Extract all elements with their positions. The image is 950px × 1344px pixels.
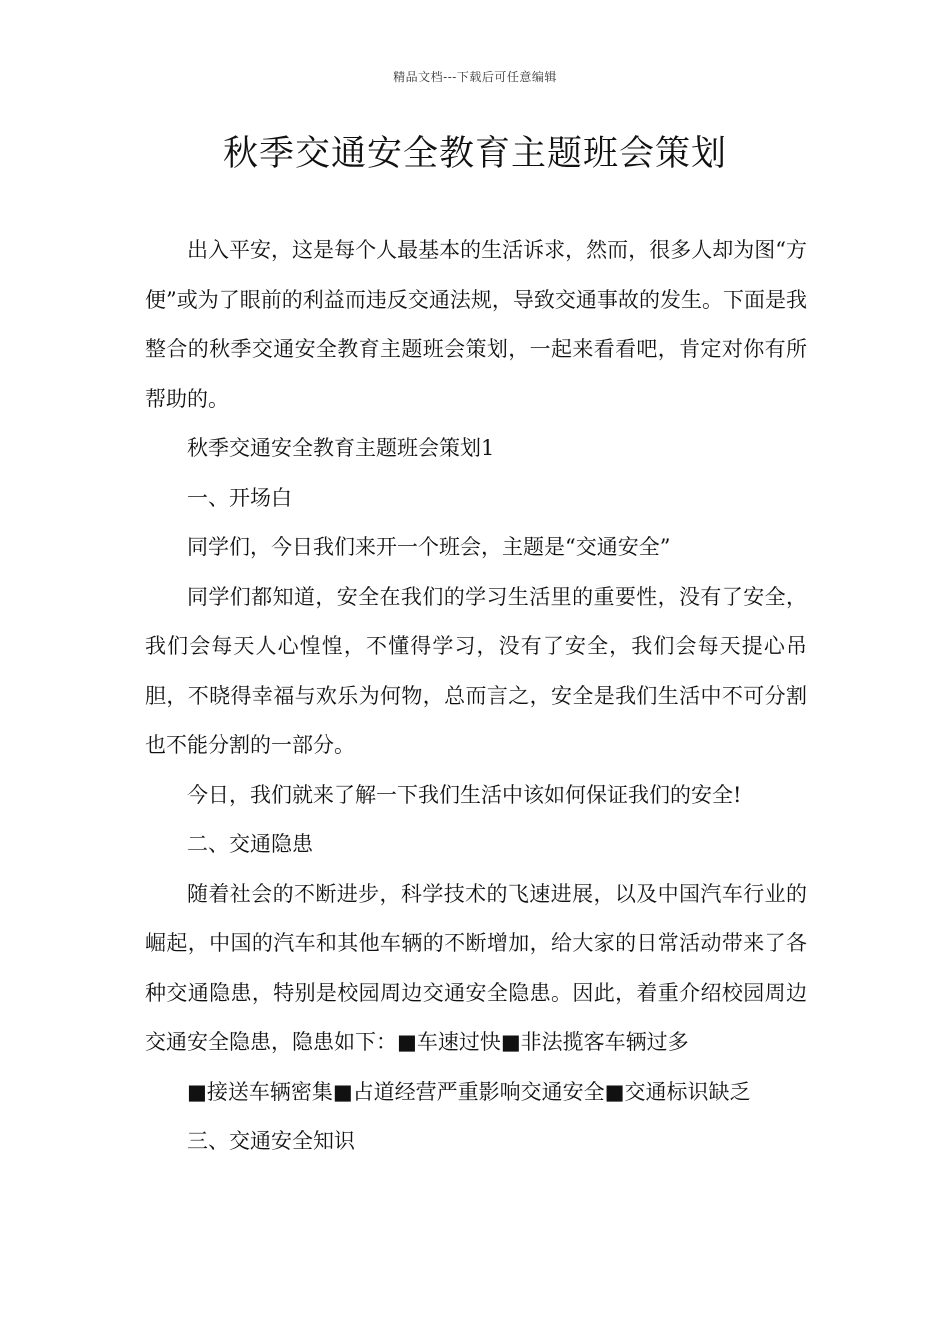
section-heading-opening: 一、开场白 (187, 485, 292, 510)
paragraph-intro: 出入平安，这是每个人最基本的生活诉求，然而，很多人却为图“方便”或为了眼前的利益而违反交通法规，导致交通事故的发生。下面是我整合的秋季交通安全教育主题班会策划，一起来看看吧，肯定对你有所帮助的。 (145, 238, 807, 411)
header-note: 精品文档---下载后可任意编辑 (393, 70, 557, 84)
paragraph-greeting: 同学们，今日我们来开一个班会，主题是“交通安全” (187, 535, 671, 559)
paragraph-hazard-list: ■接送车辆密集■占道经营严重影响交通安全■交通标识缺乏 (187, 1079, 751, 1104)
paragraph-safety-importance: 同学们都知道，安全在我们的学习生活里的重要性，没有了安全，我们会每天人心惶惶，不懂得学习，没有了安全，我们会每天提心吊胆，不晓得幸福与欢乐为何物，总而言之，安全是我们生活中不可分割也不能分割的一部分。 (145, 584, 807, 757)
paragraph-plan-heading: 秋季交通安全教育主题班会策划1 (187, 436, 495, 460)
document-title: 秋季交通安全教育主题班会策划 (222, 134, 727, 174)
section-heading-hazards: 二、交通隐患 (187, 832, 313, 856)
section-heading-knowledge: 三、交通安全知识 (187, 1129, 355, 1153)
document-body (145, 226, 807, 1167)
paragraph-hazards: 随着社会的不断进步，科学技术的飞速进展，以及中国汽车行业的崛起，中国的汽车和其他车辆的不断增加，给大家的日常活动带来了各种交通隐患，特别是校园周边交通安全隐患。因此，着重介绍校园周边交通安全隐患，隐患如下：■车速过快■非法揽客车辆过多 (145, 881, 807, 1054)
paragraph-today: 今日，我们就来了解一下我们生活中该如何保证我们的安全! (187, 782, 742, 807)
